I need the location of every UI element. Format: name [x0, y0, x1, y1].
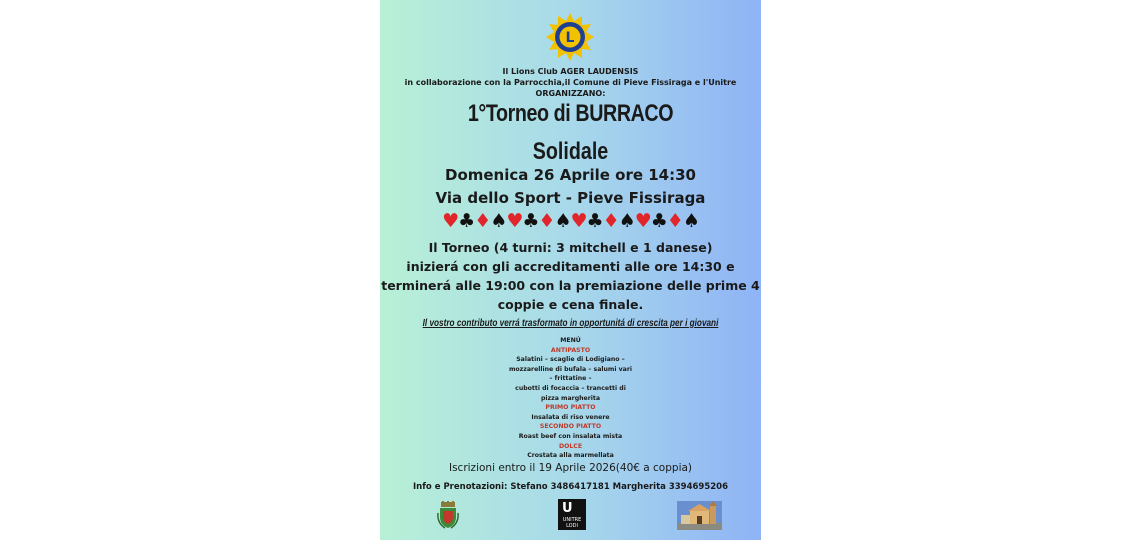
diamond-icon: ♦ [602, 210, 619, 232]
description-line-4: coppie e cena finale. [497, 297, 644, 312]
menu-heading: MENÚ [560, 337, 581, 344]
description-line-2: inizierá con gli accreditamenti alle ore 14:30 e [406, 259, 735, 274]
antipasto-item: Salatini – scaglie di Lodigiano – [516, 356, 625, 364]
heart-icon: ♥ [442, 210, 459, 232]
event-title-line-2: Solidale [532, 138, 609, 165]
dolce-item: Crostata alla marmellata [527, 452, 614, 460]
dolce-label: DOLCE [558, 442, 583, 450]
lions-club-logo [544, 12, 596, 62]
spade-icon: ♠ [618, 210, 635, 232]
unitre-mark-icon: U [562, 501, 573, 516]
event-date: Domenica 26 Aprile ore 14:30 [445, 166, 696, 184]
antipasto-item: cubotti di focaccia – trancetti di [515, 384, 626, 392]
menu-section [380, 336, 761, 461]
club-icon: ♣ [650, 210, 667, 232]
club-icon: ♣ [458, 210, 475, 232]
organizer-line-1: Il Lions Club AGER LAUDENSIS [502, 67, 639, 76]
heart-icon: ♥ [506, 210, 523, 232]
organizers-text [380, 66, 761, 99]
heart-icon: ♥ [634, 210, 651, 232]
antipasto-item: – frittatine – [549, 375, 592, 383]
church-photo [677, 501, 722, 530]
unitre-logo-text: UNITRE LODI [562, 517, 582, 529]
secondo-label: SECONDO PIATTO [539, 423, 602, 431]
card-suits-decoration [380, 210, 761, 232]
antipasto-label: ANTIPASTO [550, 346, 591, 354]
description-line-1: Il Torneo (4 turni: 3 mitchell e 1 danese) [428, 240, 713, 255]
club-icon: ♣ [586, 210, 603, 232]
heart-icon: ♥ [570, 210, 587, 232]
diamond-icon: ♦ [474, 210, 491, 232]
municipality-emblem [437, 501, 459, 529]
tournament-description [380, 238, 761, 314]
secondo-item: Roast beef con insalata mista [518, 432, 623, 440]
antipasto-item: mozzarelline di bufala – salumi vari [508, 365, 633, 373]
svg-text:L: L [565, 30, 575, 46]
spade-icon: ♠ [682, 210, 699, 232]
description-line-3: terminerá alle 19:00 con la premiazione delle prime 4 [381, 278, 760, 293]
diamond-icon: ♦ [538, 210, 555, 232]
event-place: Via dello Sport - Pieve Fissiraga [435, 189, 706, 207]
contact-info: Info e Prenotazioni: Stefano 3486417181 Margherita 3394695206 [413, 482, 728, 492]
unitre-logo [558, 499, 586, 530]
primo-label: PRIMO PIATTO [545, 404, 596, 412]
contribution-note: Il vostro contributo verrá trasformato in opportunitá di crescita per i giovani [422, 318, 719, 329]
organizer-line-2: in collaborazione con la Parrocchia,il Comune di Pieve Fissiraga e l'Unitre [404, 78, 737, 87]
diamond-icon: ♦ [666, 210, 683, 232]
primo-item: Insalata di riso venere [531, 413, 610, 421]
spade-icon: ♠ [554, 210, 571, 232]
organizer-line-3: ORGANIZZANO: [535, 89, 606, 98]
event-poster [380, 0, 761, 540]
club-icon: ♣ [522, 210, 539, 232]
registration-deadline: Iscrizioni entro il 19 Aprile 2026(40€ a coppia) [448, 462, 693, 474]
event-title-line-1: 1°Torneo di BURRACO [467, 100, 674, 127]
antipasto-item: pizza margherita [540, 394, 601, 402]
spade-icon: ♠ [490, 210, 507, 232]
